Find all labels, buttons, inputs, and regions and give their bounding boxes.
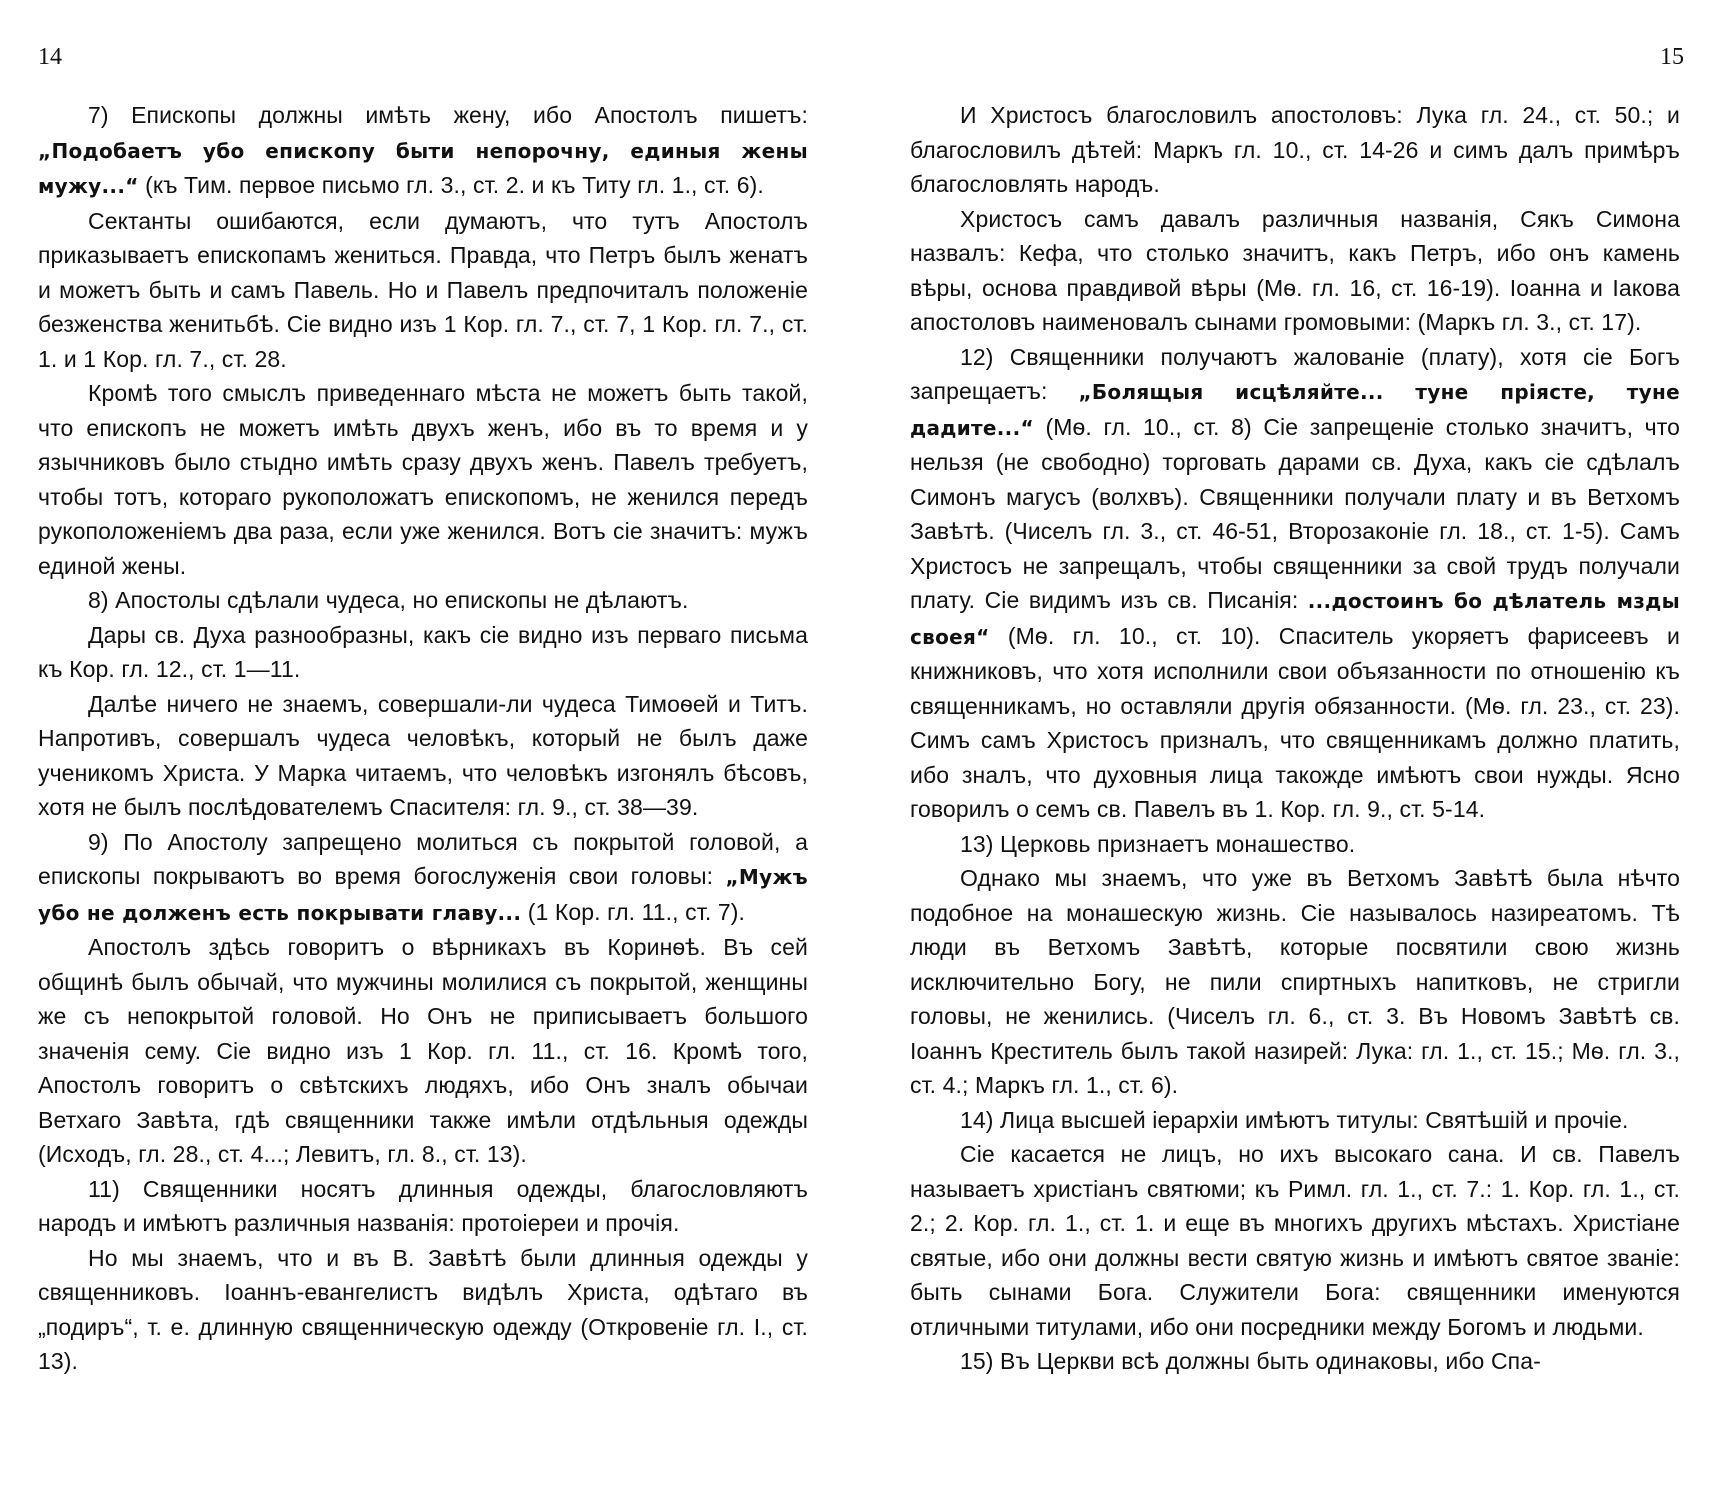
paragraph: И Христосъ благословилъ апостоловъ: Лука гл. 24., ст. 50.; и благословилъ дѣтей: Маркъ гл. 10., ст. 14-26 и симъ далъ примѣръ благословлять народъ. xyxy=(910,102,1680,197)
paragraph: 9) По Апостолу запрещено молиться съ покрытой головой, а епископы покрываютъ во время богослуженія свои головы: „Мужъ убо не долженъ есть покрывати главу... (1 Кор. гл. 11., ст. 7). xyxy=(38,828,808,925)
paragraph: 8) Апостолы сдѣлали чудеса, но епископы не дѣлаютъ. xyxy=(88,587,689,613)
paragraph: Дары св. Духа разнообразны, какъ сіе видно изъ перваго письма къ Кор. гл. 12., ст. 1—11. xyxy=(38,621,808,682)
paragraph: Но мы знаемъ, что и въ В. Завѣтѣ были длинныя одежды у священниковъ. Іоаннъ-евангелистъ видѣлъ Христа, одѣтаго въ „подиръ“, т. е. длинную священническую одежду (Откровеніе гл. I., ст. 13). xyxy=(38,1244,808,1374)
left-page-text xyxy=(38,98,808,1379)
paragraph: 14) Лица высшей іерархіи имѣютъ титулы: Святѣшій и прочіе. xyxy=(960,1106,1629,1133)
paragraph: Христосъ самъ давалъ различныя названія, Сякъ Симона назвалъ: Кефа, что столько значитъ, какъ Петръ, ибо онъ камень вѣры, основа правдивой вѣры (Мѳ. гл. 16, ст. 16-19). Іоанна и Іакова апостоловъ наименовалъ сынами громовыми: (Маркъ гл. 3., ст. 17). xyxy=(910,205,1680,335)
paragraph: Сіе касается не лицъ, но ихъ высокаго сана. И св. Павелъ называетъ христіанъ святюми; къ Римл. гл. 1., ст. 7.: 1. Кор. гл. 1., ст. 2.; 2. Кор. гл. 1., ст. 1. и еще въ многихъ другихъ мѣстахъ. Христіане святые, ибо они должны вести святую жизнь и имѣютъ святое званіе: быть сынами Бога. Служители Бога: священники именуются отличными титулами, ибо они посредники между Богомъ и людьми. xyxy=(910,1141,1680,1340)
paragraph: 12) Священники получаютъ жалованіе (плату), хотя сіе Богъ запрещаетъ: „Болящыя исцѣляйте... туне пріясте, туне дадите...“ (Мѳ. гл. 10., ст. 8) Сіе запрещеніе столько значитъ, что нельзя (не свободно) торговать дарами св. Духа, какъ сіе сдѣлалъ Симонъ магусъ (волхвъ). Священники получали плату и въ Ветхомъ Завѣтѣ. (Чиселъ гл. 3., ст. 46-51, Второзаконіе гл. 18., ст. 1-5). Самъ Христосъ не запрещалъ, чтобы священники за свой трудъ получали плату. Сіе видимъ изъ св. Писанія: ...достоинъ бо дѣлатель мзды своея“ (Мѳ. гл. 10., ст. 10). Спаситель укоряетъ фарисеевъ и книжниковъ, что хотя исполнили свои объязанности по отношенію къ священникамъ, но оставляли другія обязанности. (Мѳ. гл. 23., ст. 23). Симъ самъ Христосъ призналъ, что священникамъ должно платить, ибо зналъ, что духовныя лица такожде имѣютъ свои нужды. Ясно говорилъ о семъ св. Павелъ въ 1. Кор. гл. 9., ст. 5-14. xyxy=(910,343,1680,822)
slavonic-quote: ...достоинъ бо дѣлатель мзды своея“ xyxy=(910,589,1680,649)
paragraph: 13) Церковь признаетъ монашество. xyxy=(960,830,1356,857)
paragraph: Однако мы знаемъ, что уже въ Ветхомъ Завѣтѣ была нѣчто подобное на монашескую жизнь. Сіе называлось назиреатомъ. Тѣ люди въ Ветхомъ Завѣтѣ, которые посвятили свою жизнь исключительно Богу, не пили спиртныхъ напитковъ, не стригли головы, не женились. (Чиселъ гл. 6., ст. 3. Въ Новомъ Завѣтѣ св. Іоаннъ Креститель былъ такой назирей: Лука: гл. 1., ст. 15.; Мѳ. гл. 3., ст. 4.; Маркъ гл. 1., ст. 6). xyxy=(910,865,1680,1098)
paragraph: 7) Епископы должны имѣть жену, ибо Апостолъ пишетъ: „Подобаетъ убо епископу быти непорочну, единыя жены мужу...“ (къ Тим. первое письмо гл. 3., ст. 2. и къ Титу гл. 1., ст. 6). xyxy=(38,102,808,198)
paragraph: Далѣе ничего не знаемъ, совершали-ли чудеса Тимоѳей и Титъ. Напротивъ, совершалъ чудеса человѣкъ, который не былъ даже ученикомъ Христа. У Марка читаемъ, что человѣкъ изгонялъ бѣсовъ, хотя не былъ послѣдователемъ Спасителя: гл. 9., ст. 38—39. xyxy=(38,690,808,820)
paragraph: Сектанты ошибаются, если думаютъ, что тутъ Апостолъ приказываетъ епископамъ жениться. Правда, что Петръ былъ женатъ и можетъ быть и самъ Павель. Но и Павелъ предпочиталъ положеніе безженства женитьбѣ. Сіе видно изъ 1 Кор. гл. 7., ст. 7, 1 Кор. гл. 7., ст. 1. и 1 Кор. гл. 7., ст. 28. xyxy=(38,207,808,372)
right-page-text xyxy=(910,98,1680,1379)
paragraph: Кромѣ того смыслъ приведеннаго мѣста не можетъ быть такой, что епископъ не можетъ имѣть двухъ женъ, ибо въ то время и у язычниковъ было стыдно имѣть сразу двухъ женъ. Павелъ требуетъ, чтобы тотъ, котораго рукоположатъ епископомъ, не женился передъ рукоположеніемъ два раза, если уже женился. Вотъ сіе значитъ: мужъ единой жены. xyxy=(38,380,808,579)
paragraph: Апостолъ здѣсь говоритъ о вѣрникахъ въ Коринѳѣ. Въ сей общинѣ былъ обычай, что мужчины молилися съ покрытой, женщины же съ непокрытой головой. Но Онъ не приписываетъ большого значенія сему. Сіе видно изъ 1 Кор. гл. 11., ст. 16. Кромѣ того, Апостолъ говоритъ о свѣтскихъ людяхъ, ибо Онъ зналъ обычаи Ветхаго Завѣта, гдѣ священники также имѣли отдѣльныя одежды (Исходъ, гл. 28., ст. 4...; Левитъ, гл. 8., ст. 13). xyxy=(38,934,808,1167)
right-page-number: 15 xyxy=(1660,44,1684,70)
paragraph: 11) Священники носятъ длинныя одежды, благословляютъ народъ и имѣютъ различныя названія: протоіереи и прочія. xyxy=(38,1175,808,1236)
slavonic-quote: „Болящыя исцѣляйте... туне пріясте, туне дадите...“ xyxy=(910,380,1680,440)
slavonic-quote: „Подобаетъ убо епископу быти непорочну, единыя жены мужу...“ xyxy=(38,138,808,198)
left-page-number: 14 xyxy=(38,44,62,70)
slavonic-quote: „Мужъ убо не долженъ есть покрывати главу... xyxy=(38,865,808,925)
paragraph: 15) Въ Церкви всѣ должны быть одинаковы, ибо Спа- xyxy=(960,1348,1541,1374)
